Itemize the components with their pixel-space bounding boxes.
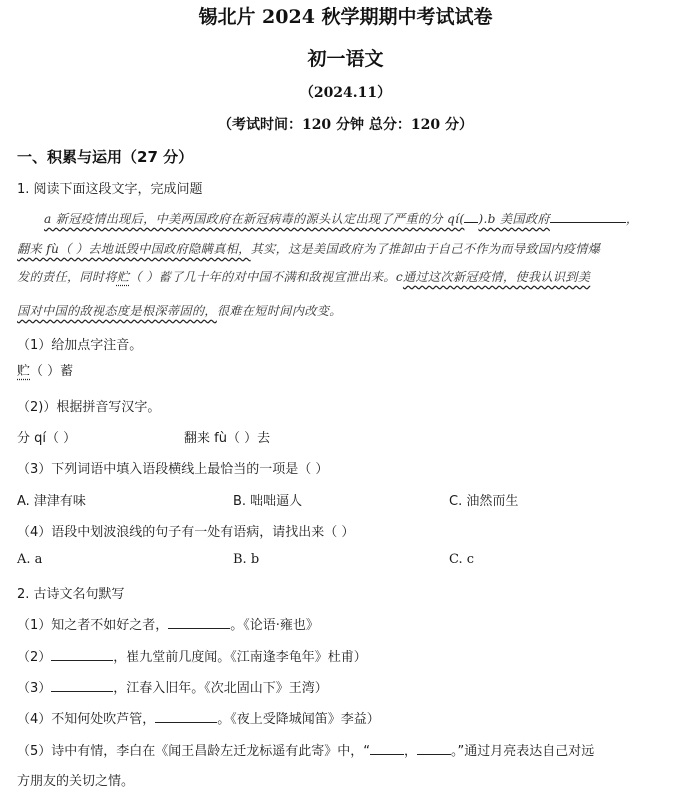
passage-fill-blank (550, 222, 626, 223)
poem-item-4-pre: （4）不知何处吹芦管， (17, 712, 156, 727)
poem-item-3-post: ，江春入旧年。《次北固山下》王湾） (113, 681, 328, 696)
poem-item-4-post: 。《夜上受降城闻笛》李益） (217, 712, 380, 727)
part-1-dotted-char: 贮 (17, 364, 31, 379)
part-3-option-c[interactable]: C. 油然而生 (449, 494, 519, 509)
question-1-stem: 1. 阅读下面这段文字，完成问题 (17, 182, 203, 197)
question-1-part-4: （4）语段中划波浪线的句子有一处有语病，请找出来（ ） (17, 525, 355, 540)
poem-item-5-post: 。”通过月亮表达自己对远 (451, 744, 595, 759)
poem-item-1-blank[interactable] (168, 628, 230, 629)
exam-title: 锡北片 2024 秋学期期中考试试卷 (198, 6, 493, 28)
passage-line1-b: ).b 美国政府 (478, 212, 550, 226)
poem-item-1 (17, 614, 319, 633)
exam-date: （2024.11） (299, 85, 392, 101)
passage-line4-b: 很难在短时间内改变。 (216, 304, 342, 318)
passage-line1-c: ， (625, 212, 639, 226)
poem-item-4-blank[interactable] (155, 722, 217, 723)
poem-item-5-pre: （5）诗中有情，李白在《闻王昌龄左迁龙标遥有此寄》中，“ (17, 744, 371, 759)
poem-item-1-pre: （1）知之者不如好之者， (17, 618, 169, 633)
poem-item-5-blank-2[interactable] (417, 754, 451, 755)
part-2-answer-a[interactable]: 分 qí（ ） (17, 431, 77, 446)
exam-info: （考试时间：120 分钟 总分：120 分） (217, 117, 474, 133)
passage-line3-b: （ ）蓄了几十年的对中国不满和敌视宣泄出来。c (129, 270, 403, 284)
poem-item-5-blank-1[interactable] (370, 754, 404, 755)
question-2-stem: 2. 古诗文名句默写 (17, 587, 125, 602)
passage-line4-a: 国对中国的敌视态度是根深蒂固的， (17, 304, 217, 318)
poem-item-2-post: ，崔九堂前几度闻。《江南逢李龟年》杜甫） (113, 650, 367, 665)
passage-line3-a: 发的责任，同时将 (17, 270, 117, 284)
poem-item-5-continued: 方朋友的关切之情。 (17, 774, 135, 789)
poem-item-4 (17, 708, 380, 727)
part-2-answer-b[interactable]: 翻来 fù（ ）去 (184, 431, 271, 446)
question-1-part-2: （2)）根据拼音写汉字。 (17, 400, 161, 415)
poem-item-3-blank[interactable] (51, 691, 113, 692)
part-4-option-b[interactable]: B. b (233, 552, 260, 567)
passage-line3-c: 通过这次新冠疫情，使我认识到美 (402, 270, 591, 284)
part-4-option-c[interactable]: C. c (449, 552, 475, 567)
section-heading: 一、积累与运用（27 分） (17, 148, 194, 166)
part-3-option-b[interactable]: B. 咄咄逼人 (233, 494, 303, 509)
passage-line2-b: 其实，这是美国政府为了推卸由于自己不作为而导致国内疫情爆 (250, 242, 601, 256)
poem-item-2 (17, 646, 367, 665)
poem-item-3 (17, 677, 328, 696)
passage-dotted-char: 贮 (116, 270, 130, 284)
poem-item-1-post: 。《论语·雍也》 (230, 618, 319, 633)
question-1-part-3: （3）下列词语中填入语段横线上最恰当的一项是（ ） (17, 462, 329, 477)
poem-item-2-blank[interactable] (51, 660, 113, 661)
part-1-answer-line (17, 360, 73, 379)
passage-line1-a: a 新冠疫情出现后，中美两国政府在新冠病毒的源头认定出现了严重的分 qí( (44, 212, 465, 226)
poem-item-5-comma: ， (404, 744, 418, 759)
question-1-part-1: （1）给加点字注音。 (17, 338, 143, 353)
part-4-option-a[interactable]: A. a (17, 552, 43, 567)
poem-item-5 (17, 740, 594, 759)
poem-item-2-pre: （2） (17, 650, 52, 665)
part-3-option-a[interactable]: A. 津津有味 (17, 494, 86, 509)
passage-blank-qi (464, 222, 478, 223)
part-1-answer-blank[interactable]: （ ）蓄 (30, 364, 74, 379)
poem-item-3-pre: （3） (17, 681, 52, 696)
subject-title: 初一语文 (307, 48, 384, 70)
passage-line2-a: 翻来 fù（ ）去地诋毁中国政府隐瞒真相， (17, 242, 251, 256)
